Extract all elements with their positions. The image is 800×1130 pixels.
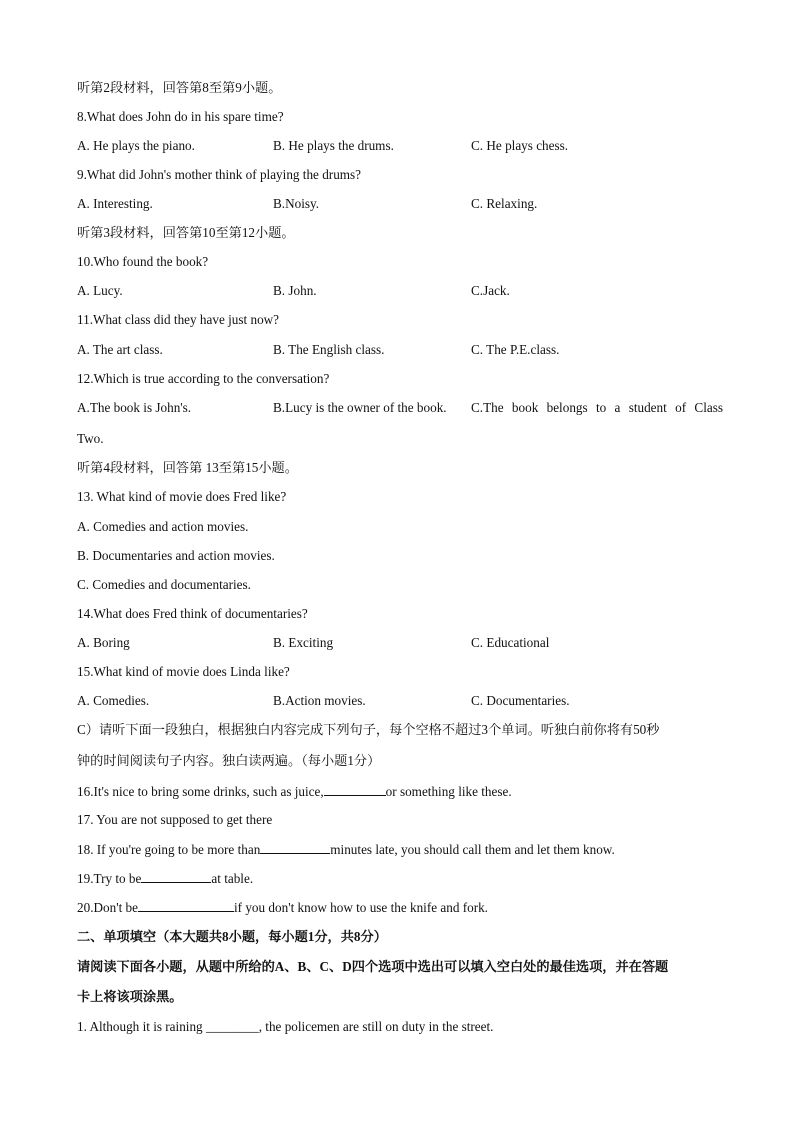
question-16-after: or something like these. <box>385 784 512 799</box>
question-14-option-a: A. Boring <box>77 635 130 650</box>
question-15-option-a: A. Comedies. <box>77 693 150 708</box>
question-12-option-b: B.Lucy is the owner of the book. <box>273 400 447 415</box>
part-2-instruction-line-2: 卡上将该项涂黑。 <box>77 989 183 1004</box>
part-2-title: 二、单项填空（本大题共8小题，每小题1分，共8分） <box>77 929 387 944</box>
question-19-before: 19.Try to be <box>77 871 142 886</box>
question-13-option-c: C. Comedies and documentaries. <box>77 577 251 592</box>
question-8-option-c: C. He plays chess. <box>471 138 569 153</box>
question-12-option-c: C.The book belongs to a student of Class <box>471 400 723 415</box>
question-10-option-a: A. Lucy. <box>77 283 123 298</box>
question-9-option-c: C. Relaxing. <box>471 196 538 211</box>
question-16 <box>77 782 512 801</box>
question-10-option-c: C.Jack. <box>471 283 510 298</box>
question-20-after: if you don't know how to use the knife and fork. <box>233 900 488 915</box>
question-9-option-a: A. Interesting. <box>77 196 153 211</box>
question-20 <box>77 898 488 917</box>
question-17: 17. You are not supposed to get there <box>77 812 273 827</box>
question-18 <box>77 840 615 859</box>
question-16-before: 16.It's nice to bring some drinks, such as juice, <box>77 784 324 799</box>
question-11-option-b: B. The English class. <box>273 342 385 357</box>
section-2-heading: 听第2段材料，回答第8至第9小题。 <box>77 80 282 95</box>
question-19-blank[interactable] <box>141 869 211 883</box>
question-8-option-a: A. He plays the piano. <box>77 138 195 153</box>
question-15-stem: 15.What kind of movie does Linda like? <box>77 664 290 679</box>
question-14-option-b: B. Exciting <box>273 635 334 650</box>
multiple-choice-question-1 <box>77 1018 493 1036</box>
mc-1-after: , the policemen are still on duty in the street. <box>258 1019 494 1034</box>
question-15-option-c: C. Documentaries. <box>471 693 570 708</box>
question-9-stem: 9.What did John's mother think of playing the drums? <box>77 167 362 182</box>
section-3-heading: 听第3段材料，回答第10至第12小题。 <box>77 225 295 240</box>
question-13-stem: 13. What kind of movie does Fred like? <box>77 489 287 504</box>
question-16-blank[interactable] <box>324 782 386 796</box>
question-14-stem: 14.What does Fred think of documentaries? <box>77 606 308 621</box>
question-11-option-a: A. The art class. <box>77 342 163 357</box>
question-11-stem: 11.What class did they have just now? <box>77 312 280 327</box>
question-13-option-b: B. Documentaries and action movies. <box>77 548 275 563</box>
question-11-option-c: C. The P.E.class. <box>471 342 560 357</box>
question-18-after: minutes late, you should call them and let them know. <box>330 842 615 857</box>
question-19-after: at table. <box>211 871 254 886</box>
question-9-option-b: B.Noisy. <box>273 196 320 211</box>
part-c-instruction-line-2: 钟的时间阅读句子内容。独白读两遍。（每小题1分） <box>77 753 381 768</box>
question-13-option-a: A. Comedies and action movies. <box>77 519 249 534</box>
question-8-option-b: B. He plays the drums. <box>273 138 394 153</box>
question-15-option-b: B.Action movies. <box>273 693 366 708</box>
question-10-stem: 10.Who found the book? <box>77 254 209 269</box>
question-8-stem: 8.What does John do in his spare time? <box>77 109 284 124</box>
question-20-before: 20.Don't be <box>77 900 138 915</box>
question-18-blank[interactable] <box>260 840 330 854</box>
question-12-option-a: A.The book is John's. <box>77 400 192 415</box>
question-14-option-c: C. Educational <box>471 635 550 650</box>
question-12-stem: 12.Which is true according to the conversation? <box>77 371 330 386</box>
question-20-blank[interactable] <box>138 898 234 912</box>
section-4-heading: 听第4段材料，回答第 13至第15小题。 <box>77 460 298 475</box>
question-19 <box>77 869 253 888</box>
part-2-instruction-line-1: 请阅读下面各小题，从题中所给的A、B、C、D四个选项中选出可以填入空白处的最佳选项，并在答题 <box>77 959 669 974</box>
question-10-option-b: B. John. <box>273 283 317 298</box>
mc-1-before: 1. Although it is raining <box>77 1019 206 1034</box>
part-c-instruction-line-1: C）请听下面一段独白，根据独白内容完成下列句子，每个空格不超过3个单词。听独白前你将有50秒 <box>77 722 660 737</box>
question-12-option-c-continued: Two. <box>77 431 104 446</box>
question-18-before: 18. If you're going to be more than <box>77 842 261 857</box>
mc-1-blank: ________ <box>205 1019 259 1034</box>
